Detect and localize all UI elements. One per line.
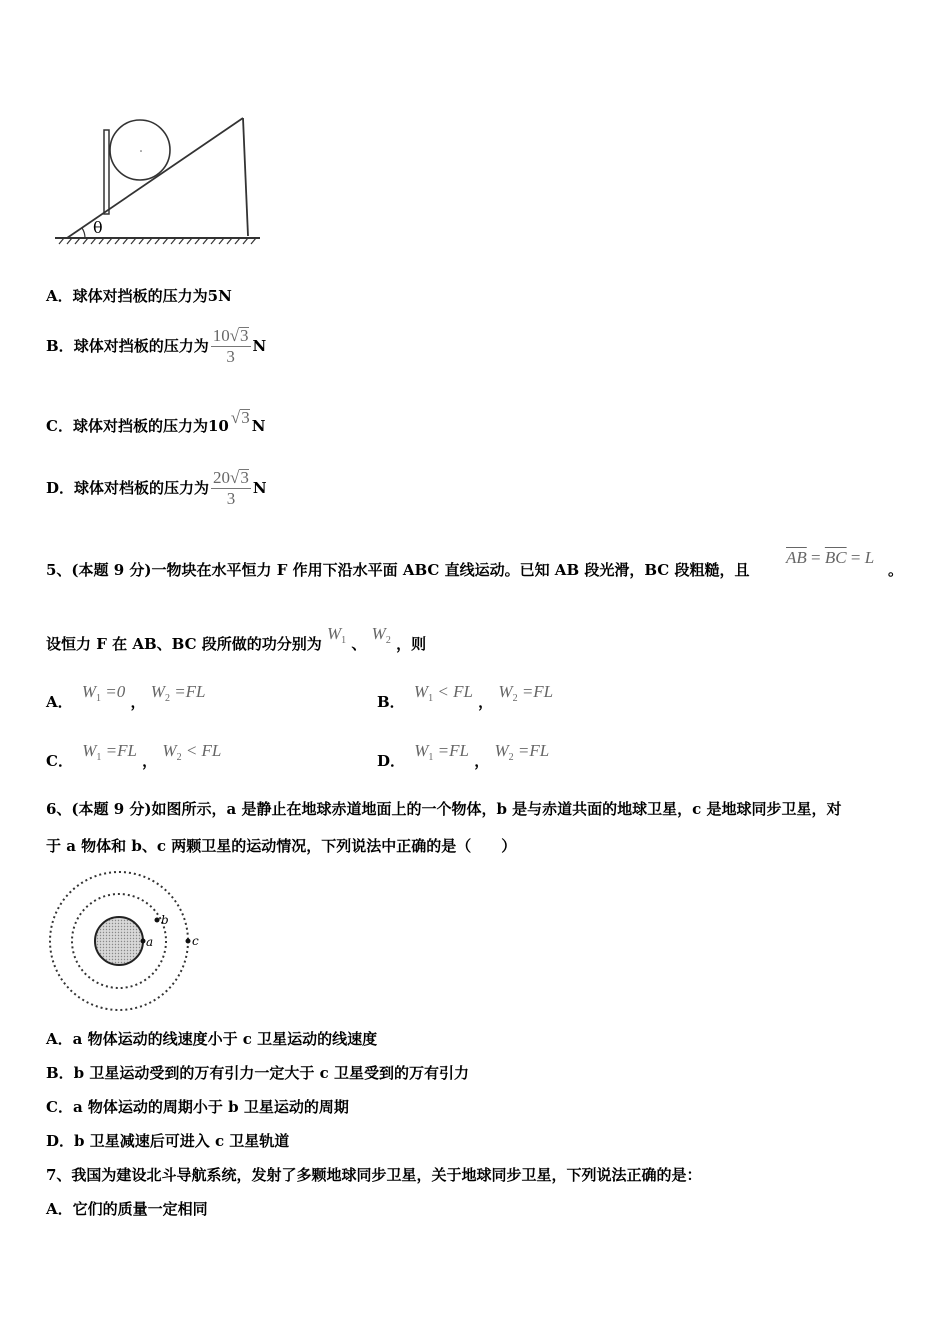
q7-stem: 7、我国为建设北斗导航系统，发射了多颗地球同步卫星，关于地球同步卫星，下列说法正确的是： [46,1166,702,1184]
q5-option-d: D． $W_1 =FL$ ， $W_2 =FL$ [377,741,550,770]
q7-option-a: A．它们的质量一定相同 [46,1200,208,1218]
satellite-c [186,939,191,944]
orbit-figure [45,868,205,1018]
earth [95,917,143,965]
ball-center [140,150,142,152]
sqrt3: √3 [230,408,250,427]
q5-period: 。 [888,561,904,579]
angle-label: θ [93,218,103,237]
fraction-10sqrt3-over-3: $\frac{10√3}{3}$ [212,325,249,366]
q4-option-d: D． 球体对档板的压力为 $\frac{20√3}{3}$ N [46,467,267,508]
label-a: a [146,935,154,949]
q6-stem-line2: 于 a 物体和 b、c 两颗卫星的运动情况，下列说法中正确的是（ ） [46,837,517,855]
q4-option-c: C． 球体对挡板的压力为 10 √3 N [46,408,266,435]
incline-back [243,118,248,236]
q4-option-b: B． 球体对挡板的压力为 $\frac{10√3}{3}$ N [46,325,267,366]
q6-option-d: D．b 卫星减速后可进入 c 卫星轨道 [46,1132,290,1150]
q6-option-a: A．a 物体运动的线速度小于 c 卫星运动的线速度 [46,1030,378,1048]
label-c: c [192,934,199,948]
board [104,130,109,214]
q4-option-a: A．球体对挡板的压力为5N [46,287,232,305]
label-b: b [161,913,169,927]
fraction-20sqrt3-over-3: $\frac{20√3}{3}$ [213,467,249,508]
q6-option-c: C．a 物体运动的周期小于 b 卫星运动的周期 [46,1098,349,1116]
incline-ball-figure [45,100,270,250]
q5-option-c: C． $W_1 =FL$ ， $W_2$ < FL [46,741,222,770]
w1-symbol: $W_1$ [327,624,347,646]
q5-option-a: A． $W_1 =0$ ， $W_2 =FL$ [46,682,206,711]
object-a [141,939,146,944]
q5-option-b: B． $W_1$ < FL ， $W_2 =FL$ [377,682,554,711]
q5-equation-ab-bc-l: $\overline{AB} = \overline{BC} = L$ [786,548,875,567]
satellite-b [155,918,160,923]
q6-stem-line1: 6、(本题 9 分)如图所示，a 是静止在地球赤道地面上的一个物体，b 是与赤道共面的地球卫星，c 是地球同步卫星，对 [46,800,842,818]
q5-stem-line2: 设恒力 F 在 AB、BC 段所做的功分别为 $W_1$ 、 $W_2$ ，则 [46,624,427,653]
q5-stem-line1: 5、(本题 9 分)一物块在水平恒力 F 作用下沿水平面 ABC 直线运动。已知 AB 段光滑，BC 段粗糙，且 [46,561,750,579]
w2-symbol: $W_2$ [371,624,391,646]
ball [110,120,170,180]
angle-arc [82,228,85,238]
q6-option-b: B．b 卫星运动受到的万有引力一定大于 c 卫星受到的万有引力 [46,1064,469,1082]
